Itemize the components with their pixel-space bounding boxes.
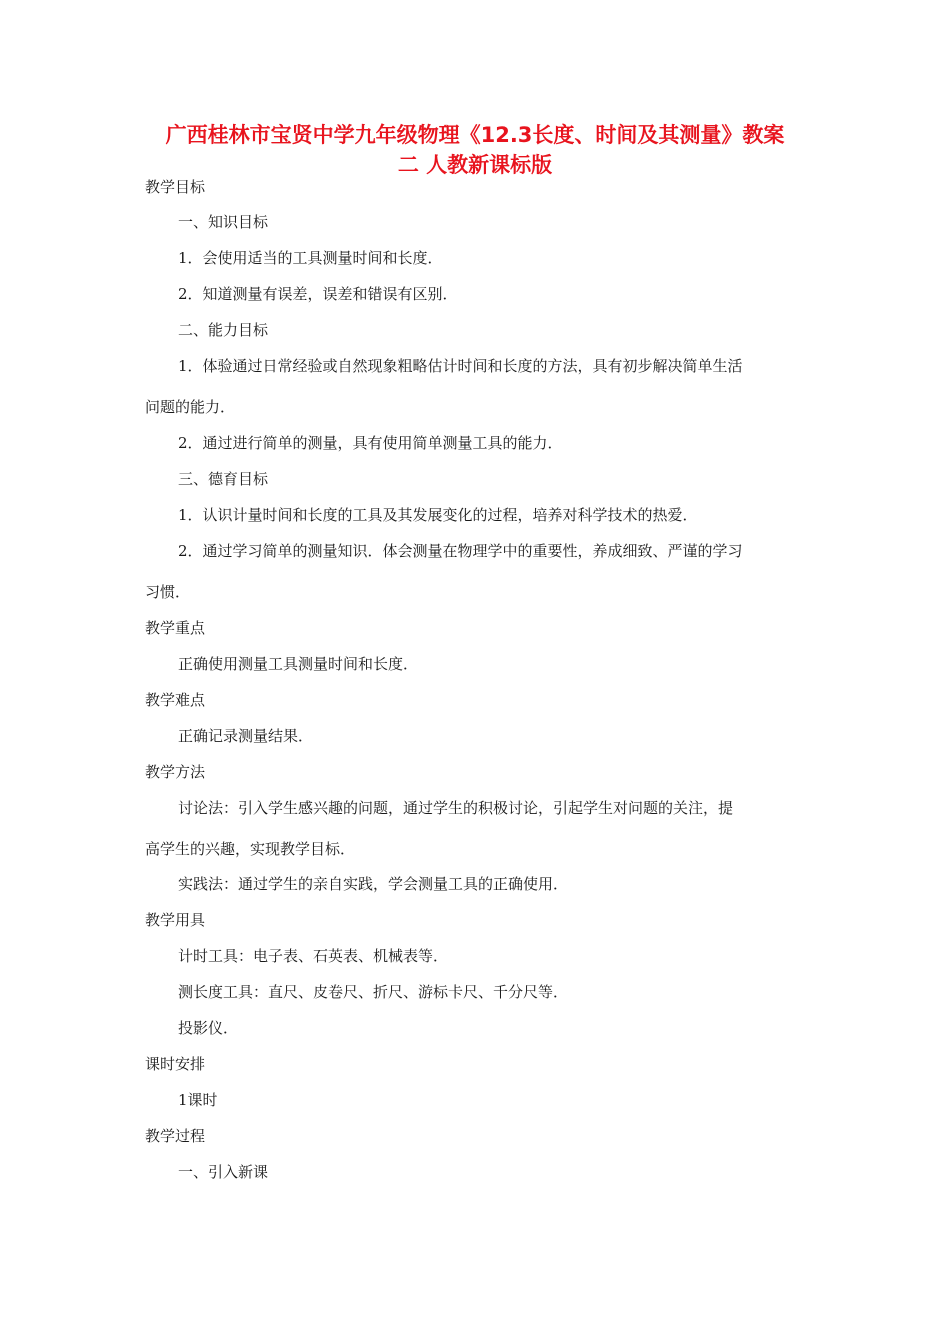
paragraph-line: 投影仪． (178, 1019, 239, 1037)
paragraph-line: 一、知识目标 (178, 213, 269, 231)
section-heading-teaching-tools: 教学用具 (145, 911, 206, 929)
paragraph-line: 计时工具：电子表、石英表、机械表等． (178, 947, 449, 965)
paragraph-line: 1．体验通过日常经验或自然现象粗略估计时间和长度的方法，具有初步解决简单生活 (178, 357, 743, 375)
paragraph-line: 测长度工具：直尺、皮卷尺、折尺、游标卡尺、千分尺等． (178, 983, 569, 1001)
section-heading-schedule: 课时安排 (145, 1055, 206, 1073)
paragraph-line: 三、德育目标 (178, 470, 269, 488)
section-heading-difficulties: 教学难点 (145, 691, 206, 709)
paragraph-line: 2．通过学习简单的测量知识．体会测量在物理学中的重要性，养成细致、严谨的学习 (178, 542, 743, 560)
paragraph-line: 2．通过进行简单的测量，具有使用简单测量工具的能力． (178, 434, 563, 452)
section-heading-methods: 教学方法 (145, 763, 206, 781)
document-title-line-1: 广西桂林市宝贤中学九年级物理《12.3长度、时间及其测量》教案 (165, 123, 785, 147)
paragraph-line: 习惯． (145, 583, 191, 601)
paragraph-line: 1．会使用适当的工具测量时间和长度． (178, 249, 443, 267)
paragraph-line: 一、引入新课 (178, 1163, 269, 1181)
section-heading-objectives: 教学目标 (145, 178, 206, 196)
paragraph-line: 正确记录测量结果． (178, 727, 314, 745)
paragraph-line: 二、能力目标 (178, 321, 269, 339)
paragraph-line: 实践法：通过学生的亲自实践，学会测量工具的正确使用． (178, 875, 569, 893)
paragraph-line: 1．认识计量时间和长度的工具及其发展变化的过程，培养对科学技术的热爱． (178, 506, 698, 524)
section-heading-key-points: 教学重点 (145, 619, 206, 637)
paragraph-line: 2．知道测量有误差，误差和错误有区别． (178, 285, 458, 303)
paragraph-line: 问题的能力． (145, 398, 236, 416)
paragraph-line: 正确使用测量工具测量时间和长度． (178, 655, 419, 673)
section-heading-process: 教学过程 (145, 1127, 206, 1145)
paragraph-line: 讨论法：引入学生感兴趣的问题，通过学生的积极讨论，引起学生对问题的关注，提 (178, 799, 734, 817)
document-title-line-2: 二 人教新课标版 (397, 153, 553, 177)
paragraph-line: 1课时 (178, 1091, 218, 1109)
paragraph-line: 高学生的兴趣，实现教学目标． (145, 840, 356, 858)
